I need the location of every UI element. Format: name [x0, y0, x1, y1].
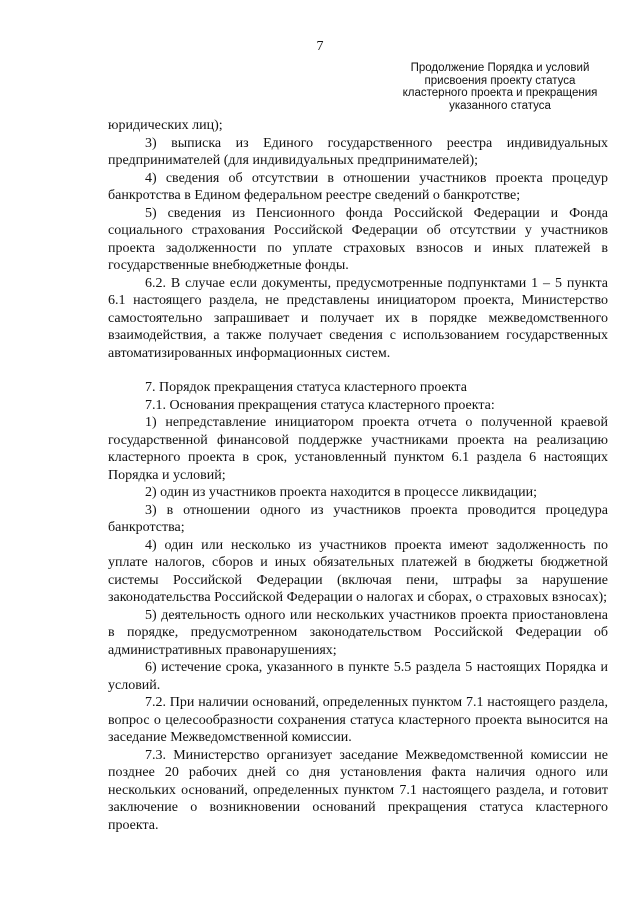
paragraph-continuation: юридических лиц);: [108, 118, 223, 133]
paragraph-7-1-item-3: 3) в отношении одного из участников проекта проводится процедура банкротства;: [108, 502, 608, 535]
paragraph-item-3: 3) выписка из Единого государственного реестра индивидуальных предпринимателей (для индивидуальных предпринимателей);: [108, 135, 608, 168]
paragraph-7-1-item-6: 6) истечение срока, указанного в пункте 5.5 раздела 5 настоящих Порядка и условий.: [108, 660, 608, 693]
paragraph-7-1-item-1: 1) непредставление инициатором проекта отчета о полученной краевой государственной финансовой поддержке участниками проекта на реализацию кластерного проекта в срок, установленный пунктом 6.1 раздела 6 настоящих Порядка и условий;: [108, 415, 608, 483]
paragraph-7-1-item-4: 4) один или несколько из участников проекта имеют задолженность по уплате налогов, сборов и иных обязательных платежей в бюджеты бюджетной системы Российской Федерации (включая пени, штрафы за нарушение законодательства Российской Федерации о налогах и сборах, о страховых взносах);: [108, 537, 608, 605]
header-note-line: кластерного проекта и прекращения: [402, 87, 598, 99]
paragraph-7-1-item-5: 5) деятельность одного или нескольких участников проекта приостановлена в порядке, предусмотренном законодательством Российской Федерации об административных правонарушениях;: [108, 607, 608, 658]
paragraph-item-5: 5) сведения из Пенсионного фонда Российской Федерации и Фонда социального страхования Российской Федерации об отсутствии у участников проекта задолженности по уплате страховых взносов и иных платежей в государственные внебюджетные фонды.: [108, 205, 608, 273]
paragraph-7-1-item-2: 2) один из участников проекта находится в процессе ликвидации;: [145, 485, 538, 500]
header-note-line: Продолжение Порядка и условий: [410, 62, 590, 74]
header-note-line: указанного статуса: [449, 99, 551, 112]
section-heading-7: 7. Порядок прекращения статуса кластерного проекта: [145, 380, 467, 395]
paragraph-7-2: 7.2. При наличии оснований, определенных пунктом 7.1 настоящего раздела, вопрос о целесообразности сохранения статуса кластерного проекта выносится на заседание Межведомственной комиссии.: [108, 695, 608, 745]
document-header-note: [390, 62, 610, 112]
paragraph-7-3: 7.3. Министерство организует заседание Межведомственной комиссии не позднее 20 рабочих дней со дня установления факта наличия одного или нескольких оснований, определенных пунктом 7.1 настоящего раздела, и готовит заключение о возникновении оснований прекращения статуса кластерного проекта.: [108, 747, 608, 833]
paragraph-item-4: 4) сведения об отсутствии в отношении участников проекта процедур банкротства в Едином федеральном реестре сведений о банкротстве;: [108, 170, 608, 203]
paragraph-7-1: 7.1. Основания прекращения статуса кластерного проекта:: [145, 397, 495, 413]
document-body: [108, 117, 608, 834]
header-note-line: присвоения проекту статуса: [424, 74, 576, 87]
page-number: 7: [316, 39, 324, 54]
paragraph-6-2: 6.2. В случае если документы, предусмотренные подпунктами 1 – 5 пункта 6.1 настоящего раздела, не представлены инициатором проекта, Министерство самостоятельно запрашивает и получает их в порядке межведомственного взаимодействия, а также получает сведения с использованием государственных автоматизированных информационных систем.: [108, 275, 608, 361]
